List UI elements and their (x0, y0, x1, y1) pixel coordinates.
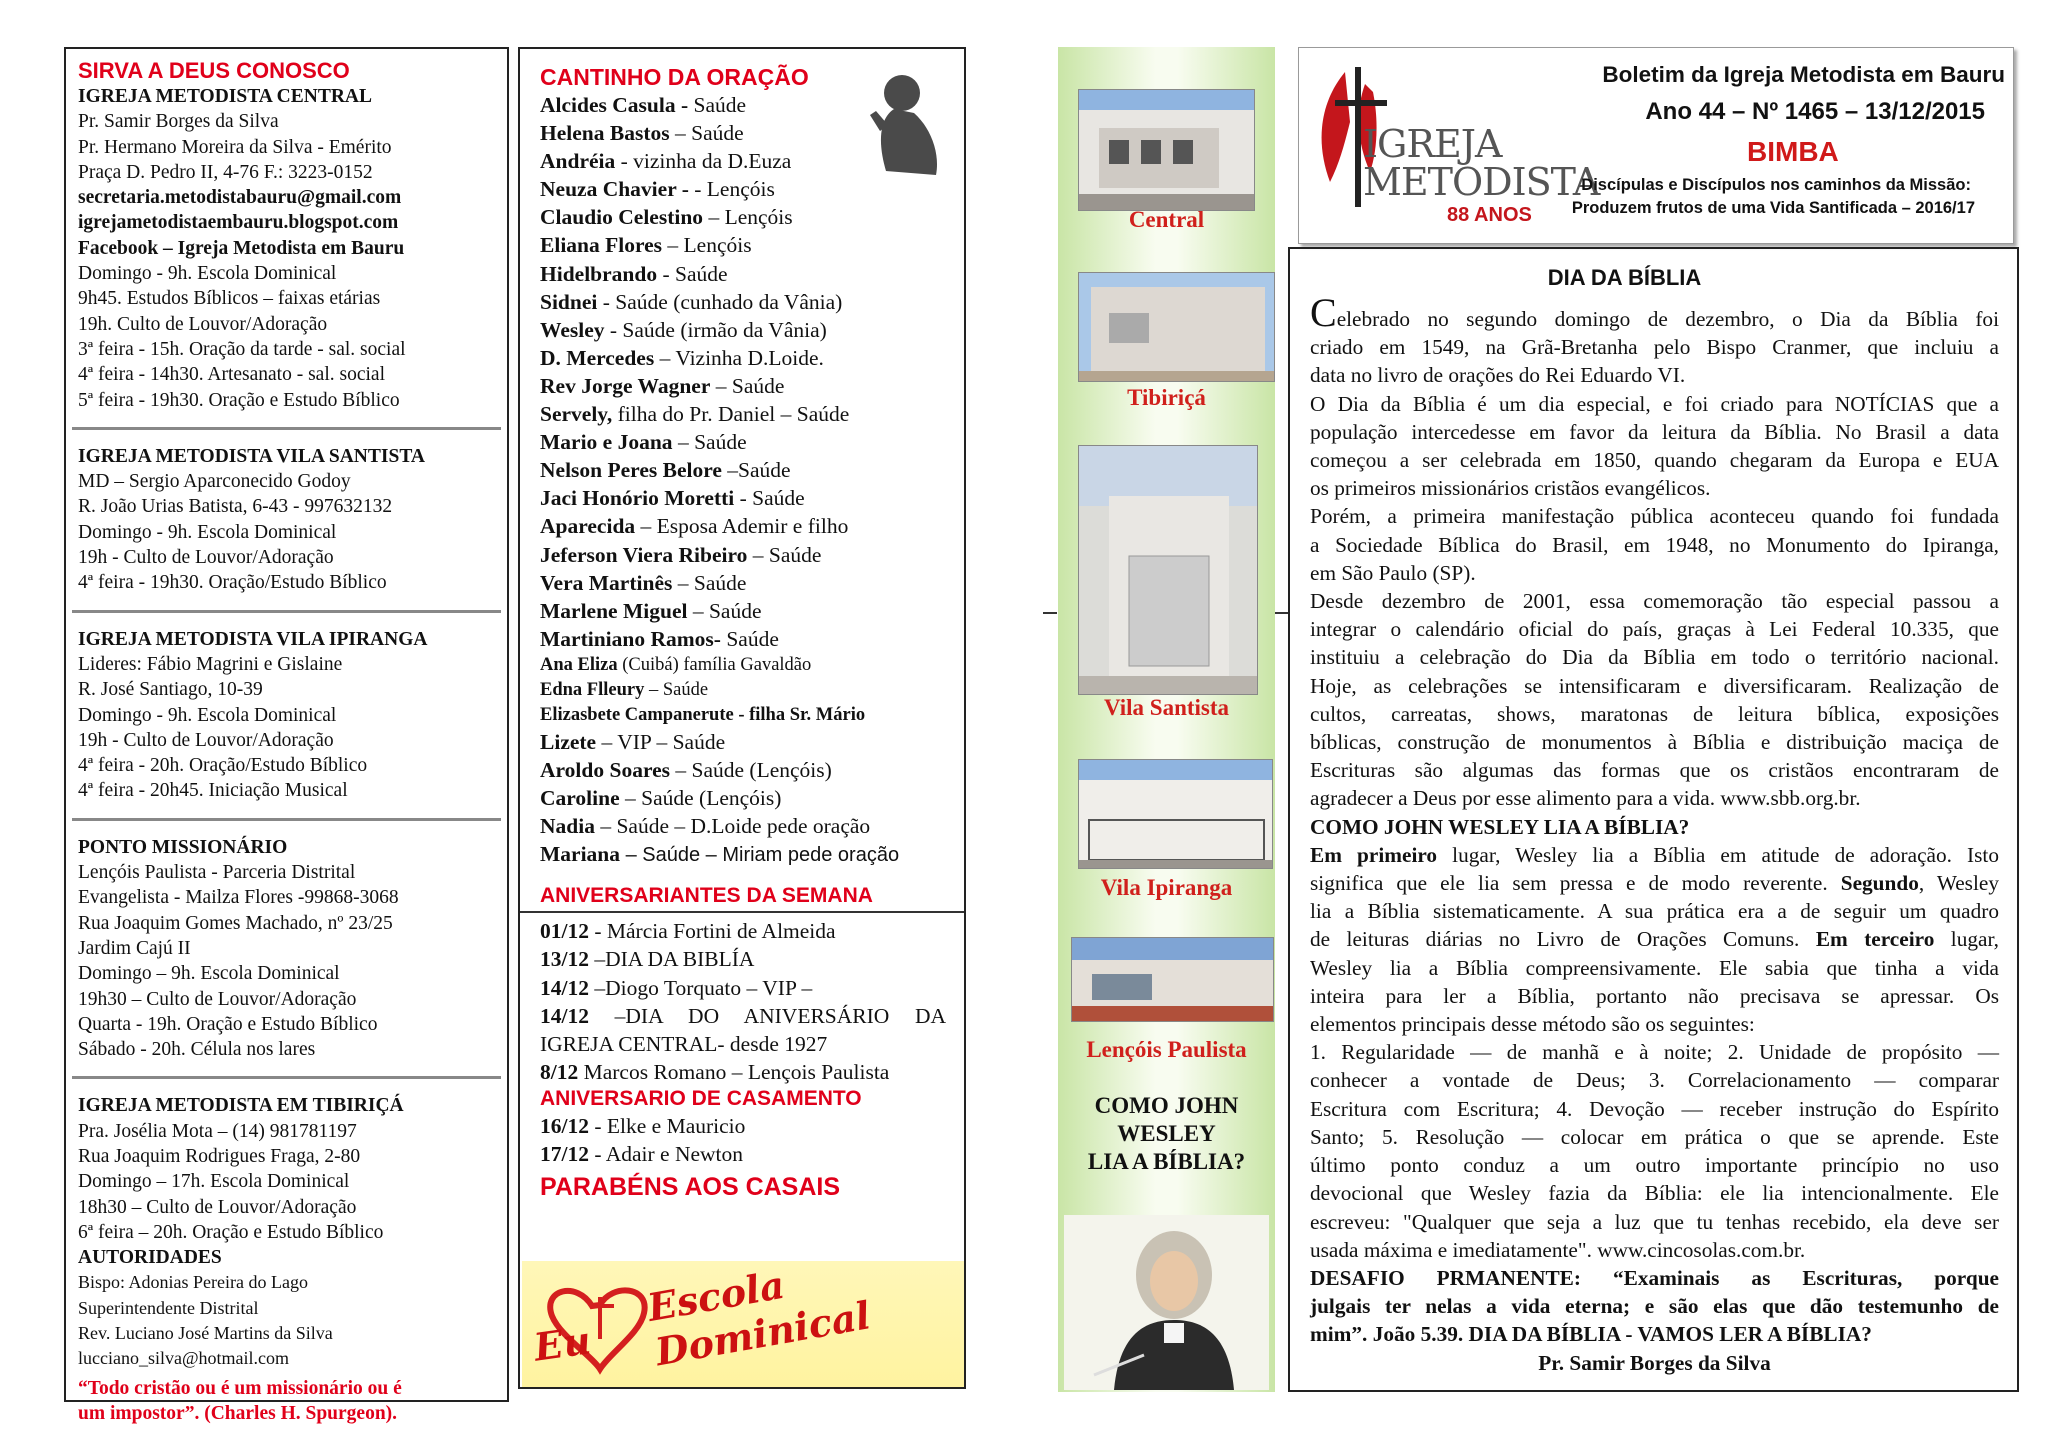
article-line: elementos principais desse método são os seguintes: (1310, 1012, 1755, 1037)
birthday-item (540, 1002, 946, 1030)
article-line: integrar o calendário oficial do país, graças à Lei Federal 10.335, que (1310, 617, 1999, 642)
directory-line: 4ª feira - 19h30. Oração/Estudo Bíblico (78, 572, 387, 594)
churches-photo-strip (1058, 47, 1275, 1392)
prayer-reason: – Saúde (Lençóis) (619, 786, 782, 811)
birthday-item (540, 974, 946, 1002)
directory-line: Domingo – 17h. Escola Dominical (78, 1171, 350, 1193)
prayer-item (540, 203, 946, 231)
prayer-reason: filha do Pr. Daniel – Saúde (612, 402, 850, 427)
prayer-item (540, 756, 946, 784)
article-line (1310, 290, 1999, 335)
directory-line: R. João Urias Batista, 6-43 - 997632132 (78, 496, 393, 518)
directory-line: MD – Sergio Aparconecido Godoy (78, 471, 351, 493)
prayer-name: Hidelbrando (540, 261, 658, 286)
birthdays-divider (520, 911, 964, 913)
lencois-paulista-photo (1071, 937, 1274, 1022)
birthday-item (540, 1058, 946, 1086)
article-line: devocional que Wesley fazia da Bíblia: ele lia intencionalmente. Ele (1310, 1181, 1999, 1206)
directory-line: Pra. Josélia Mota – (14) 981781197 (78, 1120, 357, 1142)
prayer-name: Nadia (540, 814, 595, 839)
prayer-item (540, 512, 946, 540)
logo-years: 88 ANOS (1447, 204, 1532, 226)
bold-phrase: Segundo (1840, 871, 1919, 896)
prayer-name: Rev Jorge Wagner (540, 373, 711, 398)
prayer-name: Aparecida (540, 514, 636, 539)
article-line: data no livro de orações do Rei Eduardo VI. (1310, 363, 1686, 388)
prayer-reason: Saúde (720, 626, 779, 651)
prayer-corner-title: CANTINHO DA ORAÇÃO (540, 64, 809, 90)
prayer-name: Marlene Miguel (540, 598, 688, 623)
prayer-name: Ana Eliza (540, 654, 618, 675)
article-title: DIA DA BÍBLIA (1547, 265, 1702, 290)
wesley-paragraphs (1310, 954, 1999, 1264)
prayer-reason: - Lençóis (688, 177, 775, 202)
drop-cap: C (1310, 290, 1337, 335)
birthday-date: 8/12 (540, 1059, 579, 1084)
prayer-reason: – Vizinha D.Loide. (654, 345, 824, 370)
article-line: cultos, carreatas, shows, maratonas de leitura bíblica, exposições (1310, 701, 1999, 726)
santista-church-name: IGREJA METODISTA VILA SANTISTA (78, 445, 425, 467)
prayer-name: Nelson Peres Belore (540, 458, 722, 483)
wedding-list (540, 1112, 946, 1168)
article-line: 1. Regularidade — de manhã e à noite; 2. Unidade de propósito — (1310, 1040, 1999, 1065)
prayer-name: Eliana Flores (540, 233, 663, 258)
wedding-item (540, 1112, 946, 1140)
prayer-reason: – Saúde (669, 121, 744, 146)
prayer-name: Servely, (540, 402, 613, 427)
challenge-line: DESAFIO PRMANENTE: “Examinais as Escrituras, porque (1310, 1265, 1999, 1290)
prayer-item (540, 784, 946, 812)
wedding-anniversary-title: ANIVERSARIO DE CASAMENTO (540, 1086, 862, 1110)
article-line: Hoje, as celebrações se intensificaram e diversificaram. Realização de (1310, 673, 1999, 698)
photo-caption: Tibiriçá (1127, 385, 1206, 410)
prayer-name: Mariana (540, 842, 621, 867)
prayer-item (540, 428, 946, 456)
bulletin-issue: Ano 44 – Nº 1465 – 13/12/2015 (1645, 98, 1985, 125)
article-line: último ponto conduz a um outro importante princípio no uso (1310, 1153, 1999, 1178)
article-line: começou a ser celebrada em 1850, quando chegaram da Europa e EUA (1310, 448, 1999, 473)
wedding-date: 16/12 (540, 1113, 589, 1138)
prayer-reason: – Esposa Ademir e filho (635, 514, 849, 539)
article-line: os primeiros missionários cristãos evangélicos. (1310, 476, 1711, 501)
prayer-list (540, 91, 946, 840)
directory-line: R. José Santiago, 10-39 (78, 679, 263, 701)
directory-line: 4ª feira - 20h45. Iniciação Musical (78, 780, 348, 802)
methodist-logo (1307, 56, 1600, 231)
directory-line: Lençóis Paulista - Parceria Distrital (78, 862, 356, 884)
schedule-line: Domingo - 9h. Escola Dominical (78, 263, 337, 285)
directory-line: Lideres: Fábio Magrini e Gislaine (78, 653, 343, 675)
bible-day-article (1288, 247, 2019, 1392)
directory-line: Praça D. Pedro II, 4-76 F.: 3223-0152 (78, 161, 373, 183)
john-wesley-portrait (1064, 1215, 1269, 1390)
directory-line: Rua Joaquim Rodrigues Fraga, 2-80 (78, 1145, 361, 1167)
prayer-name: Sidnei (540, 289, 598, 314)
prayer-corner-panel (518, 47, 966, 1389)
challenge-line: mim”. João 5.39. DIA DA BÍBLIA - VAMOS LER A BÍBLIA? (1310, 1322, 1872, 1347)
praying-child-icon (866, 71, 950, 181)
article-line: escreveu: "Qualquer que seja a luz que tu tenhas recebido, ela deve ser (1310, 1209, 1999, 1234)
prayer-reason: - Saúde (734, 486, 805, 511)
logo-igreja: IGREJA (1363, 122, 1502, 166)
prayer-reason: – Saúde (747, 542, 822, 567)
fold-mark (1275, 612, 1289, 614)
wesley-question-line: COMO JOHN (1094, 1093, 1239, 1118)
schedule-line: 9h45. Estudos Bíblicos – faixas etárias (78, 288, 381, 310)
directory-line: Evangelista - Mailza Flores -99868-3068 (78, 887, 399, 909)
directory-line: 4ª feira - 20h. Oração/Estudo Bíblico (78, 755, 368, 777)
authorities-email[interactable]: lucciano_silva@hotmail.com (78, 1348, 290, 1369)
directory-line: Pr. Hermano Moreira da Silva - Emérito (78, 136, 392, 158)
prayer-item (540, 372, 946, 400)
schedule-line: 19h. Culto de Louvor/Adoração (78, 313, 328, 335)
logo-metodista: METODISTA (1363, 160, 1600, 204)
prayer-name: Neuza Chavier - (540, 177, 689, 202)
article-line: criado em 1549, na Grã-Bretanha pelo Bispo Cranmer, que incluiu a (1310, 335, 1999, 360)
article-line: Wesley lia a Bíblia compreensivamente. Ele sabia que tinha a vida (1310, 955, 1999, 980)
birthday-date: 01/12 (540, 919, 589, 944)
photo-caption: Vila Ipiranga (1100, 875, 1233, 900)
article-text: lugar, Wesley lia a Bíblia em atitude de adoração. Isto (1437, 842, 1999, 867)
ipiranga-church-name: IGREJA METODISTA VILA IPIRANGA (78, 628, 428, 650)
article-line: a Sociedade Bíblica do Brasil, em 1948, no Monumento do Ipiranga, (1310, 532, 1999, 557)
wedding-date: 17/12 (540, 1142, 589, 1166)
article-line (1310, 925, 1999, 953)
spurgeon-quote: “Todo cristão ou é um missionário ou é (78, 1377, 402, 1399)
birthdays-title: ANIVERSARIANTES DA SEMANA (540, 884, 873, 908)
mission-motto: Produzem frutos de uma Vida Santificada – 2016/17 (1571, 199, 1975, 217)
directory-line: Sábado - 20h. Célula nos lares (78, 1039, 316, 1061)
directory-line: 19h - Culto de Louvor/Adoração (78, 729, 334, 751)
article-line: O Dia da Bíblia é um dia especial, e foi criado para NOTÍCIAS que a (1310, 391, 1999, 416)
authorities-line: Rev. Luciano José Martins da Silva (78, 1323, 333, 1344)
article-text: significa que ele lia sem pressa e de modo reverente. (1310, 871, 1841, 896)
article-line: usada máxima e imediatamente". www.cincosolas.com.br. (1310, 1237, 1806, 1262)
church-directory-panel (64, 47, 509, 1424)
article-line: em São Paulo (SP). (1310, 560, 1476, 585)
directory-line: Domingo - 9h. Escola Dominical (78, 521, 337, 543)
prayer-item (540, 344, 946, 372)
prayer-item (540, 678, 946, 703)
banner-sunday-school: Escola Dominical (644, 1261, 874, 1375)
central-church-name: IGREJA METODISTA CENTRAL (78, 86, 373, 107)
section-divider (72, 610, 501, 613)
prayer-reason: – Saúde – D.Loide pede oração (594, 814, 871, 839)
prayer-reason: – VIP – Saúde (596, 729, 726, 754)
section-divider (72, 427, 501, 430)
permanent-challenge (1310, 1264, 1999, 1349)
directory-line: Jardim Cajú II (78, 937, 191, 959)
article-line (1310, 869, 1999, 897)
authorities-line: Superintendente Distrital (78, 1297, 259, 1318)
prayer-item (540, 812, 946, 840)
prayer-reason: - vizinha da D.Euza (615, 149, 792, 174)
wesley-question (1058, 1092, 1275, 1176)
facebook-link[interactable]: Facebook – Igreja Metodista em Bauru (78, 237, 405, 259)
prayer-item (540, 484, 946, 512)
section-divider (72, 1076, 501, 1079)
birthday-text: - Márcia Fortini de Almeida (588, 919, 836, 944)
article-line (1310, 841, 1999, 869)
prayer-reason: – Saúde (644, 679, 709, 700)
fold-mark (1043, 612, 1057, 614)
prayer-name: Elizasbete Campanerute - filha Sr. Mário (540, 704, 866, 725)
wedding-couple: - Elke e Mauricio (588, 1113, 746, 1138)
article-text: lugar, (1934, 927, 2000, 952)
blog-link[interactable]: igrejametodistaembauru.blogspot.com (78, 212, 399, 234)
prayer-reason: – Saúde (687, 598, 762, 623)
prayer-name: Caroline (540, 786, 620, 811)
article-line: Santo; 5. Resolução — colocar em prática o que se aprende. Este (1310, 1124, 1999, 1149)
article-line: bíblicas, construção de monumentos à Bíblia e distribuição maciça de (1310, 730, 1999, 755)
directory-line: 6ª feira – 20h. Oração e Estudo Bíblico (78, 1221, 384, 1243)
article-paragraphs (1310, 333, 1999, 812)
prayer-item (540, 703, 946, 728)
article-text: de leituras diárias no Livro de Orações Comuns. (1310, 927, 1816, 952)
directory-line: 18h30 – Culto de Louvor/Adoração (78, 1196, 357, 1218)
directory-line: Quarta - 19h. Oração e Estudo Bíblico (78, 1013, 378, 1035)
schedule-line: 3ª feira - 15h. Oração da tarde - sal. social (78, 338, 406, 360)
prayer-name: D. Mercedes (540, 345, 655, 370)
bold-phrase: Em terceiro (1815, 927, 1935, 952)
prayer-item (540, 840, 946, 869)
birthday-text: –DIA DA BIBLÍA (588, 947, 755, 972)
sunday-school-banner (522, 1261, 964, 1387)
article-line: população intercedesse em favor da leitura da Bíblia. No Brasil a data (1310, 419, 1999, 444)
prayer-reason: – Saúde (672, 430, 747, 455)
prayer-name: Aroldo Soares (540, 757, 671, 782)
article-line: Desde dezembro de 2001, essa comemoração tão especial passou a (1310, 589, 1999, 614)
prayer-reason: – Saúde (672, 570, 747, 595)
congrats-couples: PARABÉNS AOS CASAIS (540, 1173, 841, 1202)
prayer-reason: Saúde (688, 93, 747, 117)
wesley-question-line: LIA A BÍBLIA? (1087, 1149, 1246, 1174)
section-divider (72, 818, 501, 821)
article-line: Escritura com Escritura; 4. Devoção — receber instrução do Espírito (1310, 1096, 1999, 1121)
wesley-heading: COMO JOHN WESLEY LIA A BÍBLIA? (1310, 814, 1690, 839)
tibirica-church-name: IGREJA METODISTA EM TIBIRIÇÁ (78, 1095, 404, 1117)
prayer-reason: - Saúde (cunhado da Vânia) (597, 289, 843, 314)
challenge-line: julgais ter nelas a vida eterna; e são elas que dão testemunho de (1310, 1294, 1999, 1319)
authorities-line: Bispo: Adonias Pereira do Lago (78, 1272, 308, 1293)
prayer-reason: - Saúde (irmão da Vânia) (604, 317, 827, 342)
directory-line: 19h - Culto de Louvor/Adoração (78, 547, 334, 569)
authorities-title: AUTORIDADES (78, 1247, 222, 1269)
directory-line: Domingo - 9h. Escola Dominical (78, 704, 337, 726)
prayer-item (540, 260, 946, 288)
mission-point-name: PONTO MISSIONÁRIO (78, 836, 288, 858)
prayer-reason: (Cuibá) família Gavaldão (617, 654, 812, 675)
prayer-item (540, 569, 946, 597)
prayer-name: Andréia (540, 149, 616, 174)
prayer-item (540, 400, 946, 428)
prayer-item (540, 288, 946, 316)
tibirica-church-photo (1078, 272, 1275, 382)
birthday-date: 14/12 (540, 1003, 589, 1028)
prayer-name: Jaci Honório Moretti (540, 486, 735, 511)
birthday-date: 13/12 (540, 947, 589, 972)
birthday-text: Marcos Romano – Lençois Paulista (578, 1059, 890, 1084)
prayer-item (540, 625, 946, 653)
prayer-reason: - Saúde (657, 261, 728, 286)
prayer-item (540, 728, 946, 756)
birthday-text: –DIA DO ANIVERSÁRIO DA (588, 1003, 946, 1028)
prayer-item (540, 231, 946, 259)
directory-line: Domingo – 9h. Escola Dominical (78, 963, 340, 985)
article-line: Porém, a primeira manifestação pública aconteceu quando foi fundada (1310, 504, 1999, 529)
article-line: instituiu a celebração do Dia da Bíblia em todo o território nacional. (1310, 645, 1999, 670)
article-line: Escrituras são algumas das formas que os cristãos encontraram de (1310, 758, 1999, 783)
prayer-item (540, 456, 946, 484)
bulletin-header (1298, 47, 2014, 244)
birthday-item (540, 945, 946, 973)
vila-santista-church-photo (1078, 445, 1258, 695)
directory-line: Pr. Samir Borges da Silva (78, 111, 279, 133)
article-text: elebrado no segundo domingo de dezembro, o Dia da Bíblia foi (1336, 307, 1999, 331)
photo-caption: Lençóis Paulista (1086, 1037, 1247, 1062)
prayer-item (540, 541, 946, 569)
article-line: agradecer a Deus por esse alimento para a vida. www.sbb.org.br. (1310, 786, 1861, 811)
prayer-name: Wesley (540, 317, 605, 342)
prayer-reason: – Saúde – Miriam pede oração (620, 844, 900, 867)
bulletin-name: BIMBA (1747, 136, 1839, 167)
prayer-name: Martiniano Ramos- (540, 626, 721, 651)
prayer-name: Edna Flleury (540, 679, 645, 700)
prayer-item (540, 316, 946, 344)
schedule-line: 4ª feira - 14h30. Artesanato - sal. social (78, 364, 385, 386)
article-line: conhecer a vontade de Deus; 3. Correlacionamento — comparar (1310, 1068, 1999, 1093)
article-line: lia a Bíblia sistematicamente. A sua prática era a de seguir um quadro (1310, 899, 1999, 924)
birthday-item (540, 917, 946, 945)
birthday-text: –Diogo Torquato – VIP – (588, 975, 813, 1000)
banner-eu: Eu (531, 1317, 594, 1370)
prayer-reason: – Saúde (Lençóis) (670, 757, 832, 782)
birthday-item-continued: IGREJA CENTRAL- desde 1927 (540, 1031, 828, 1056)
prayer-name: Lizete (540, 729, 597, 754)
directory-title: SIRVA A DEUS CONOSCO (78, 58, 350, 83)
photo-caption: Vila Santista (1103, 695, 1230, 720)
birthday-date: 14/12 (540, 975, 589, 1000)
birthday-list (540, 917, 946, 1001)
prayer-reason: – Lençóis (662, 233, 752, 258)
spurgeon-quote: um impostor”. (Charles H. Spurgeon). (78, 1402, 398, 1424)
prayer-name: Jeferson Viera Ribeiro (540, 542, 748, 567)
bold-phrase: Em primeiro (1310, 842, 1438, 867)
directory-line: Rua Joaquim Gomes Machado, nº 23/25 (78, 912, 393, 934)
prayer-name: Helena Bastos (540, 121, 670, 146)
prayer-item (540, 653, 946, 678)
directory-line: 19h30 – Culto de Louvor/Adoração (78, 988, 357, 1010)
prayer-reason: – Lençóis (703, 205, 793, 230)
article-signature: Pr. Samir Borges da Silva (1538, 1350, 1771, 1375)
vila-ipiranga-church-photo (1078, 759, 1273, 869)
prayer-reason: –Saúde (721, 458, 791, 483)
bulletin-title: Boletim da Igreja Metodista em Bauru (1602, 62, 2005, 87)
wedding-couple: - Adair e Newton (588, 1142, 744, 1166)
email-link[interactable]: secretaria.metodistabauru@gmail.com (78, 187, 402, 209)
prayer-item (540, 597, 946, 625)
article-text: , Wesley (1918, 871, 1999, 896)
prayer-reason: – Saúde (710, 373, 785, 398)
mission-motto: Discípulas e Discípulos nos caminhos da Missão: (1581, 176, 1971, 194)
central-church-photo (1078, 89, 1255, 211)
prayer-name: Alcides Casula - (540, 93, 689, 117)
prayer-name: Mario e Joana (540, 430, 673, 455)
schedule-line: 5ª feira - 19h30. Oração e Estudo Bíblico (78, 389, 400, 411)
prayer-name: Claudio Celestino (540, 205, 704, 230)
article-line: inteira para ler a Bíblia, portanto não precisava se apressar. Os (1310, 983, 1999, 1008)
wedding-item (540, 1140, 946, 1168)
prayer-name: Vera Martinês (540, 570, 673, 595)
photo-caption: Central (1128, 207, 1205, 232)
wesley-question-line: WESLEY (1117, 1121, 1216, 1146)
